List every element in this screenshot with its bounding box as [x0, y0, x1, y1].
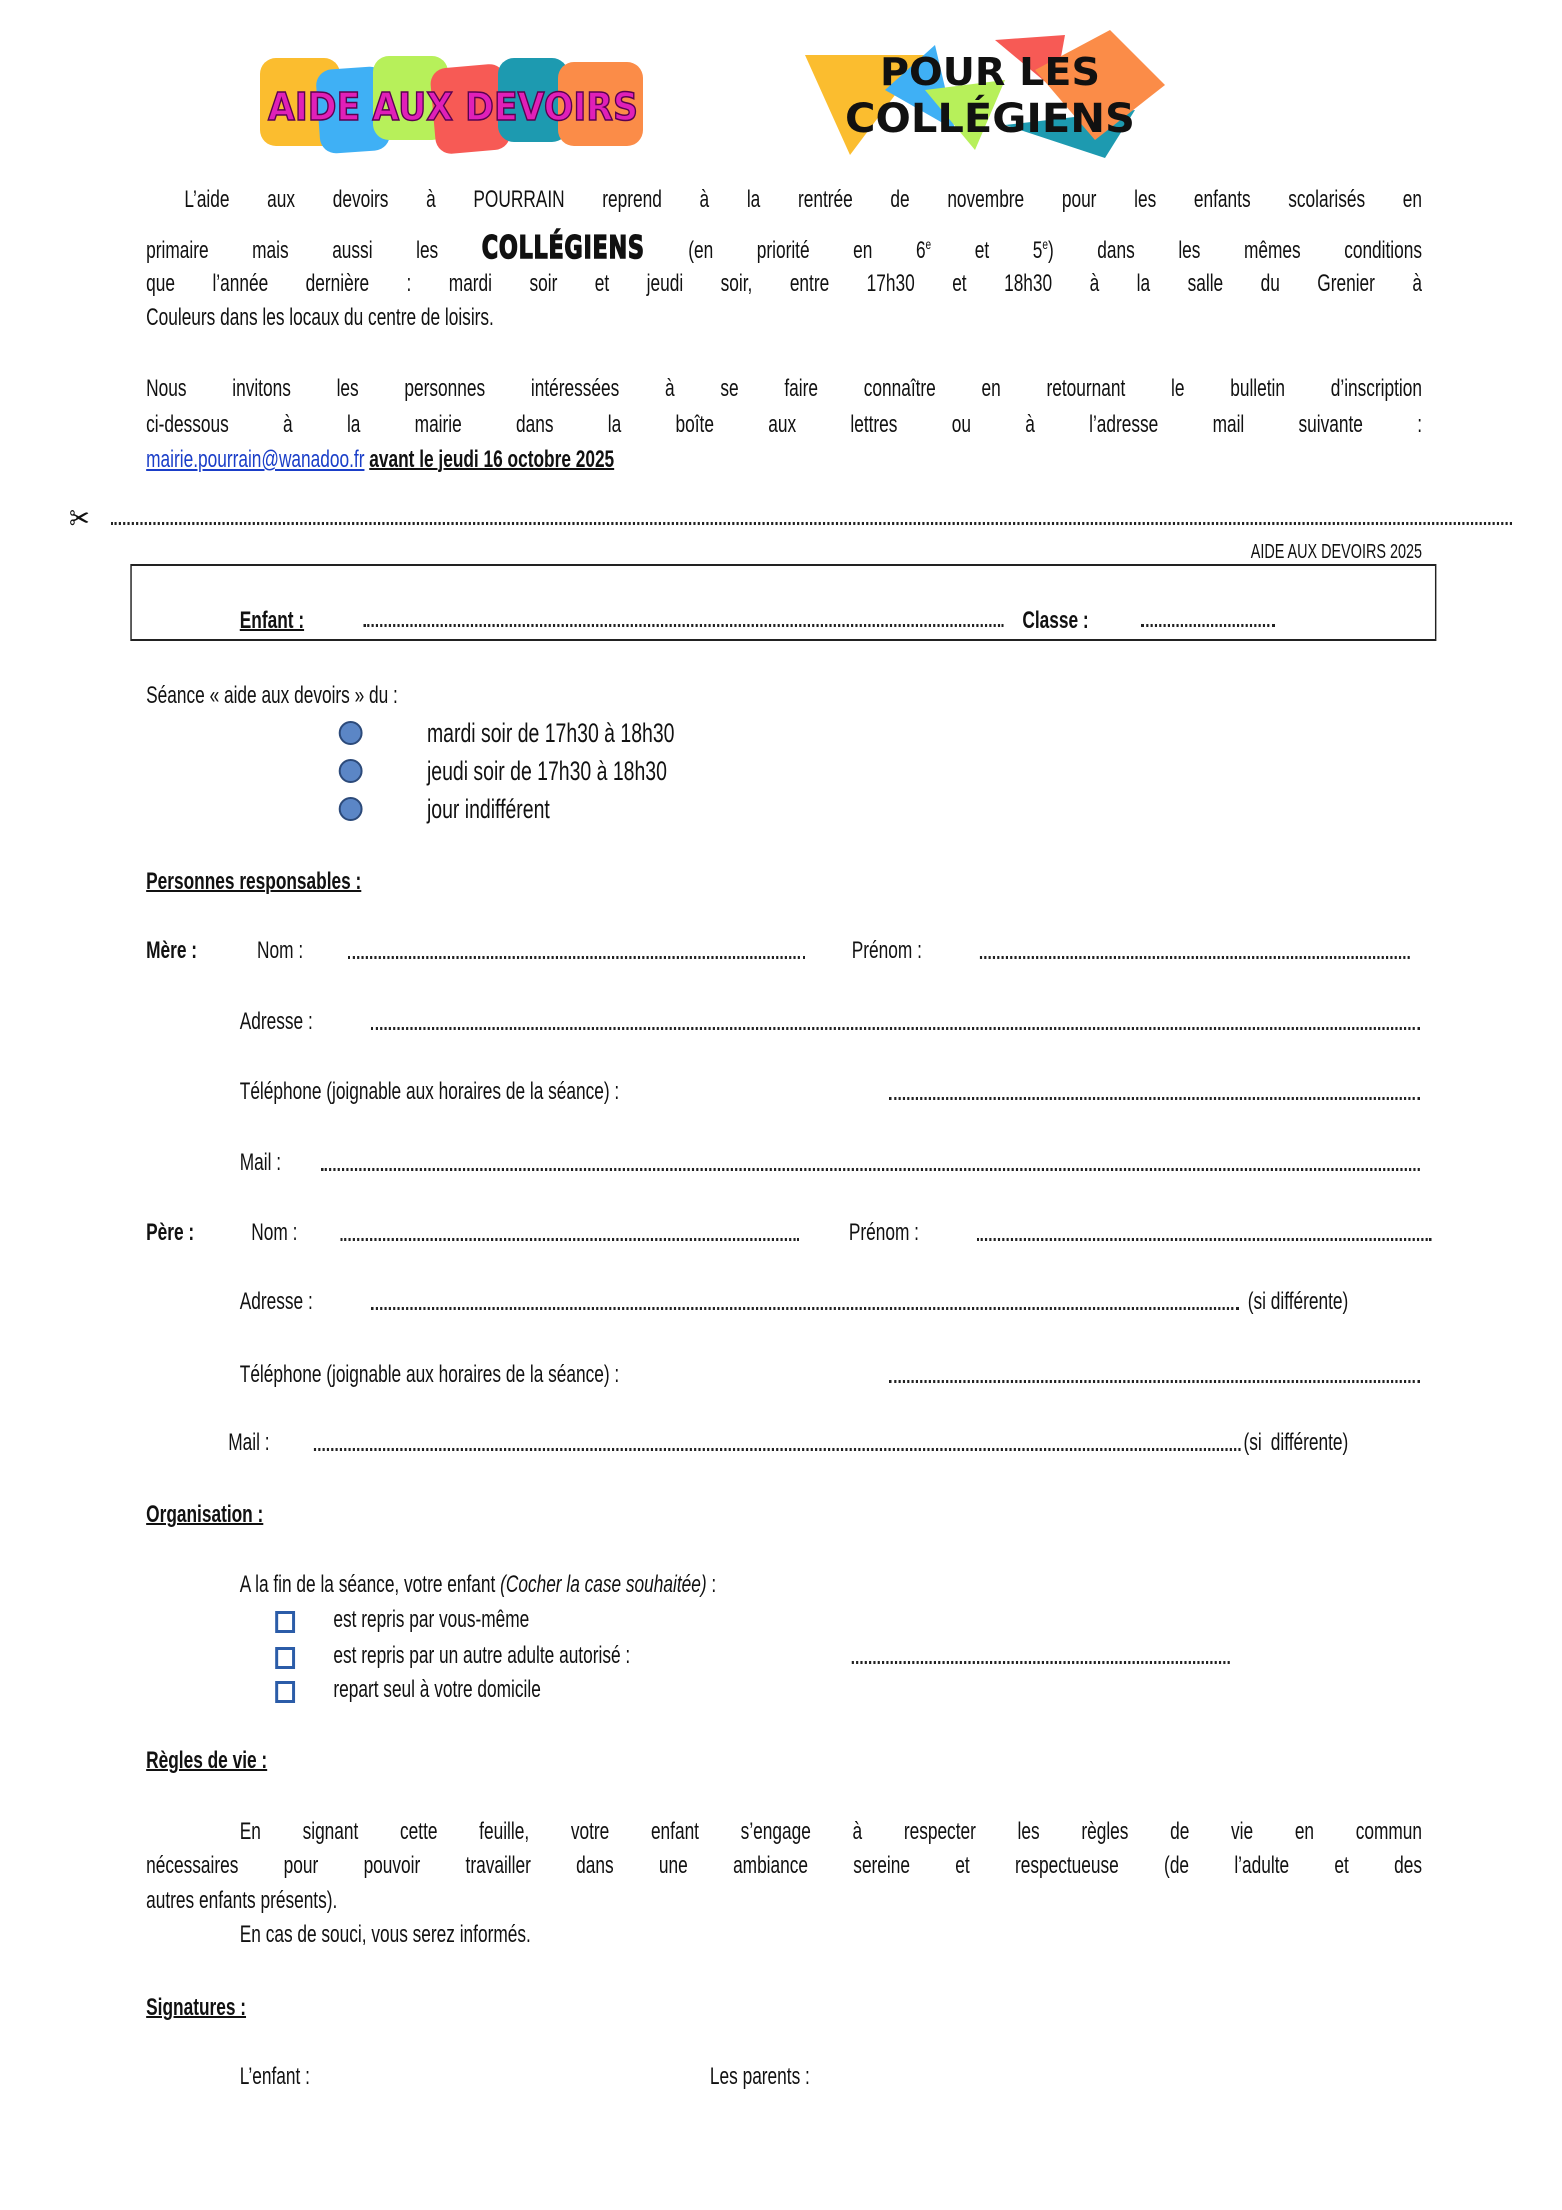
intro-line: que l’année dernière : mardi soir et jeudi soir, entre 17h30 et 18h30 à la salle du Grenier à: [146, 270, 1422, 297]
form-tag: AIDE AUX DEVOIRS 2025: [1250, 541, 1422, 563]
deadline-text: avant le jeudi 16 octobre 2025: [369, 446, 615, 473]
regles-line: nécessaires pour pouvoir travailler dans une ambiance sereine et respectueuse (de l’adulte et des: [146, 1852, 1422, 1879]
pere-adresse-label: Adresse :: [239, 1288, 313, 1315]
organisation-intro: A la fin de la séance, votre enfant (Cocher la case souhaitée) :: [239, 1571, 717, 1598]
signatures-heading: Signatures :: [146, 1994, 247, 2021]
mere-adresse-field[interactable]: [371, 1027, 1420, 1030]
organisation-option: est repris par un autre adulte autorisé :: [333, 1642, 631, 1669]
intro-line: L’aide aux devoirs à POURRAIN reprend à la rentrée de novembre pour les enfants scolarisés en: [184, 186, 1422, 213]
checkbox-repris-parents[interactable]: [275, 1611, 295, 1633]
organisation-option: repart seul à votre domicile: [333, 1676, 541, 1703]
intro-line: [146, 444, 614, 476]
pere-telephone-field[interactable]: [889, 1380, 1420, 1383]
pere-nom-label: Nom :: [251, 1219, 298, 1246]
radio-indifferent[interactable]: [339, 797, 363, 821]
child-info-box: [130, 564, 1436, 641]
enfant-label: Enfant :: [239, 607, 305, 634]
intro-line: Nous invitons les personnes intéressées à se faire connaître en retournant le bulletin d’inscription: [146, 375, 1422, 402]
pere-nom-field[interactable]: [341, 1238, 800, 1241]
pere-prenom-label: Prénom :: [848, 1219, 919, 1246]
svg-text:COLLÉGIENS: COLLÉGIENS: [845, 96, 1124, 142]
mere-nom-label: Nom :: [257, 937, 304, 964]
intro-text: (en priorité en 6e et 5e) dans les mêmes conditions: [688, 236, 1423, 264]
signature-enfant-label: L’enfant :: [239, 2063, 310, 2090]
classe-label: Classe :: [1022, 607, 1089, 634]
mere-adresse-label: Adresse :: [239, 1008, 313, 1035]
intro-line: Couleurs dans les locaux du centre de loisirs.: [146, 304, 494, 331]
pere-prenom-field[interactable]: [977, 1238, 1431, 1241]
radio-mardi[interactable]: [339, 721, 363, 745]
mere-mail-label: Mail :: [239, 1149, 282, 1176]
mere-mail-field[interactable]: [321, 1168, 1420, 1171]
intro-text: primaire mais aussi les: [146, 237, 439, 264]
autre-adulte-field[interactable]: [852, 1661, 1230, 1664]
mere-nom-field[interactable]: [348, 956, 805, 959]
organisation-option: est repris par vous-même: [333, 1606, 530, 1633]
mere-prenom-field[interactable]: [980, 956, 1410, 959]
collegiens-highlight: COLLÉGIENS: [481, 230, 645, 266]
classe-field[interactable]: [1141, 624, 1275, 627]
si-differente-note: (si différente): [1247, 1288, 1349, 1315]
mere-telephone-label: Téléphone (joignable aux horaires de la séance) :: [239, 1078, 620, 1105]
pere-telephone-label: Téléphone (joignable aux horaires de la séance) :: [239, 1361, 620, 1388]
signature-parents-label: Les parents :: [709, 2063, 810, 2090]
radio-jeudi[interactable]: [339, 759, 363, 783]
mere-label: Mère :: [146, 937, 198, 964]
organisation-heading: Organisation :: [146, 1501, 264, 1528]
pere-label: Père :: [146, 1219, 195, 1246]
email-link[interactable]: mairie.pourrain@wanadoo.fr: [146, 446, 365, 473]
pere-adresse-field[interactable]: [371, 1307, 1239, 1310]
scissors-icon: ✂: [69, 500, 90, 538]
responsables-heading: Personnes responsables :: [146, 868, 362, 895]
pere-mail-field[interactable]: [314, 1448, 1241, 1451]
seance-label: Séance « aide aux devoirs » du :: [146, 682, 398, 709]
regles-line: En cas de souci, vous serez informés.: [239, 1921, 531, 1948]
regles-line: autres enfants présents).: [146, 1887, 338, 1914]
regles-heading: Règles de vie :: [146, 1747, 268, 1774]
cut-line: [111, 522, 1512, 525]
enfant-field[interactable]: [364, 624, 1004, 627]
pere-mail-label: Mail :: [228, 1429, 270, 1456]
intro-line: [146, 226, 1423, 266]
checkbox-repart-seul[interactable]: [275, 1681, 295, 1703]
si-differente-note: (si différente): [1243, 1429, 1349, 1456]
seance-option: jeudi soir de 17h30 à 18h30: [426, 756, 667, 786]
mere-telephone-field[interactable]: [889, 1097, 1420, 1100]
svg-text:AIDE AUX DEVOIRS: AIDE AUX DEVOIRS: [268, 85, 638, 129]
checkbox-repris-autre-adulte[interactable]: [275, 1647, 295, 1669]
regles-line: En signant cette feuille, votre enfant s’engage à respecter les règles de vie en commun: [239, 1818, 1422, 1845]
seance-option: mardi soir de 17h30 à 18h30: [426, 718, 675, 748]
seance-option: jour indifférent: [426, 794, 550, 824]
organisation-hint: (Cocher la case souhaitée): [500, 1571, 707, 1598]
intro-line: ci-dessous à la mairie dans la boîte aux lettres ou à l’adresse mail suivante :: [146, 411, 1422, 438]
svg-text:POUR LES: POUR LES: [880, 50, 1100, 94]
mere-prenom-label: Prénom :: [851, 937, 922, 964]
